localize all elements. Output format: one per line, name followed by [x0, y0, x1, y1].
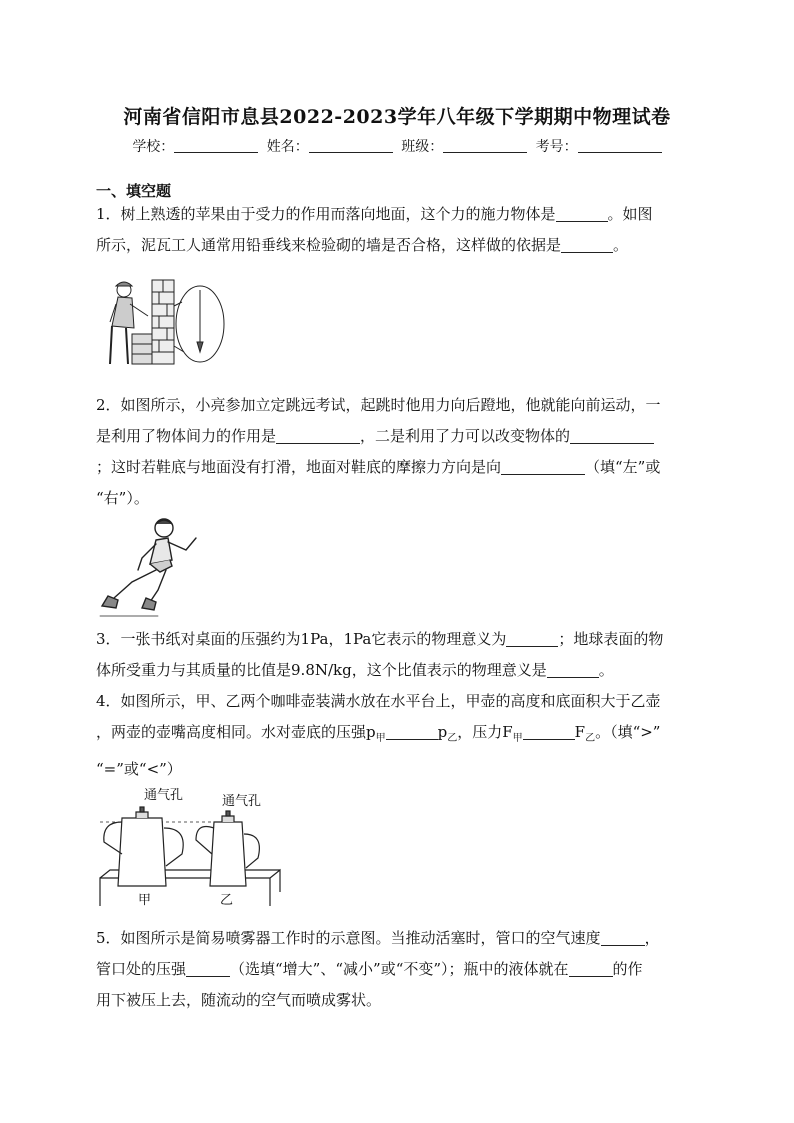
q4-blank-2[interactable]: [523, 723, 575, 740]
q4-text-c: p: [437, 723, 448, 741]
bricklayer-figure: [104, 276, 228, 368]
q2-blank-3[interactable]: [501, 458, 585, 475]
q3-text-a: 3．一张书纸对桌面的压强约为1Pa，1Pa它表示的物理意义为: [96, 630, 507, 648]
school-field[interactable]: [174, 138, 258, 153]
q5-text-a: 5．如图所示是简易喷雾器工作时的示意图。当推动活塞时，管口的空气速度: [96, 929, 601, 947]
q2-text-f: “右”）。: [96, 489, 149, 507]
q4-text-b: ，两壶的壶嘴高度相同。水对壶底的压强p: [96, 723, 376, 741]
number-field[interactable]: [578, 138, 662, 153]
q1-text-d: 。: [613, 236, 629, 254]
q5-text-f: 用下被压上去，随流动的空气而喷成雾状。: [96, 991, 382, 1009]
q2-text-b: 是利用了物体间力的作用是: [96, 427, 277, 445]
vent-label-yi: 通气孔: [222, 794, 262, 809]
pot-label-jia: 甲: [138, 893, 152, 908]
q5-blank-3[interactable]: [569, 960, 613, 977]
jumping-boy-figure: [98, 516, 208, 620]
student-info-line: [0, 136, 794, 156]
q5-text-b: ，: [644, 929, 660, 947]
q3-blank-1[interactable]: [506, 630, 558, 647]
name-label: 姓名：: [266, 139, 309, 155]
section-heading: 一、填空题: [96, 182, 172, 200]
q2-text-e: （填“左”或: [585, 458, 661, 476]
coffee-pots-figure: [96, 782, 286, 916]
pot-label-yi: 乙: [220, 893, 234, 908]
q5-text-c: 管口处的压强: [96, 960, 187, 978]
question-3: [96, 624, 698, 686]
vent-label-jia: 通气孔: [144, 788, 184, 803]
class-label: 班级：: [401, 139, 444, 155]
q5-blank-1[interactable]: [601, 929, 645, 946]
q4-sub-yi-2: 乙: [585, 733, 596, 744]
q4-sub-jia-2: 甲: [512, 733, 523, 744]
q1-blank-1[interactable]: [556, 205, 608, 222]
page-title: 河南省信阳市息县2022-2023学年八年级下学期期中物理试卷: [123, 106, 671, 128]
q2-blank-2[interactable]: [570, 427, 654, 444]
q4-text-a: 4．如图所示，甲、乙两个咖啡壶装满水放在水平台上，甲壶的高度和底面积大于乙壶: [96, 692, 661, 710]
name-field[interactable]: [309, 138, 393, 153]
question-4: [96, 686, 698, 785]
q2-text-d: ；这时若鞋底与地面没有打滑，地面对鞋底的摩擦力方向是向: [96, 458, 502, 476]
q4-text-g: “=”或“<”）: [96, 760, 182, 778]
question-5: [96, 923, 698, 1016]
q3-text-b: ；地球表面的物: [558, 630, 664, 648]
q4-text-e: F: [574, 723, 586, 741]
q2-blank-1[interactable]: [276, 427, 360, 444]
q4-sub-yi-1: 乙: [447, 733, 458, 744]
q5-text-e: 的作: [612, 960, 643, 978]
class-field[interactable]: [443, 138, 527, 153]
q2-text-c: ，二是利用了力可以改变物体的: [360, 427, 571, 445]
q5-text-d: （选填“增大”、“减小”或“不变”）；瓶中的液体就在: [230, 960, 569, 978]
q4-sub-jia-1: 甲: [375, 733, 386, 744]
q5-blank-2[interactable]: [186, 960, 230, 977]
q4-text-d: ，压力F: [457, 723, 513, 741]
q4-blank-1[interactable]: [386, 723, 438, 740]
q1-text-a: 1．树上熟透的苹果由于受力的作用而落向地面，这个力的施力物体是: [96, 205, 556, 223]
question-2: [96, 390, 698, 514]
q3-text-c: 体所受重力与其质量的比值是9.8N/kg，这个比值表示的物理意义是: [96, 661, 547, 679]
question-1: [96, 199, 698, 261]
school-label: 学校：: [132, 139, 175, 155]
q1-text-b: 。如图: [607, 205, 653, 223]
q4-text-f: 。（填“>”: [595, 723, 661, 741]
q3-blank-2[interactable]: [547, 661, 599, 678]
q3-text-d: 。: [598, 661, 614, 679]
number-label: 考号：: [535, 139, 578, 155]
q2-text-a: 2．如图所示，小亮参加立定跳远考试，起跳时他用力向后蹬地，他就能向前运动，一: [96, 396, 661, 414]
q1-text-c: 所示，泥瓦工人通常用铅垂线来检验砌的墙是否合格，这样做的依据是: [96, 236, 562, 254]
q1-blank-2[interactable]: [561, 236, 613, 253]
